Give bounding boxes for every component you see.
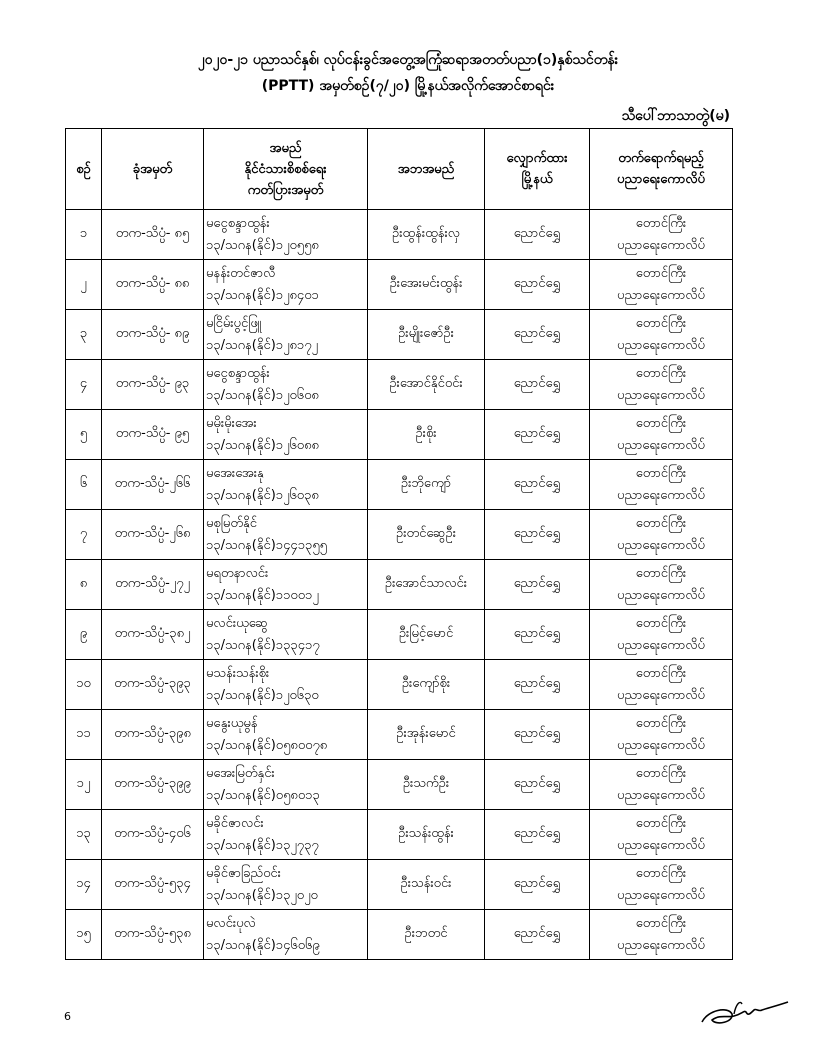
table-row: [66, 760, 733, 810]
cell-township: ညောင်ရွှေ: [485, 260, 590, 310]
cell-roll: တက-သိပ္ပံ- ၈၉: [102, 310, 204, 360]
nrc-number: ၁၃/သဂန(နိုင်)၁၂၀၆၃၀: [206, 687, 319, 703]
cell-no: ၈: [66, 560, 102, 610]
cell-no: ၆: [66, 460, 102, 510]
table-body: [66, 210, 733, 960]
nrc-number: ၁၃/သဂန(နိုင်)၁၂၈၄၀၁: [206, 287, 319, 303]
header-township: [485, 129, 590, 210]
cell-dept: [590, 910, 733, 960]
cell-name: [204, 510, 368, 560]
cell-dept: [590, 410, 733, 460]
header-township-line2: မြို့နယ်: [521, 172, 553, 187]
cell-dept: [590, 360, 733, 410]
cell-roll: တက-သိပ္ပံ-၅၃၄: [102, 860, 204, 910]
cell-no: ၃: [66, 310, 102, 360]
cell-name: [204, 210, 368, 260]
dept-line2: ပညာရေးကောလိပ်: [617, 337, 705, 353]
cell-dept: [590, 860, 733, 910]
cell-father: ဦးဘတင်: [368, 910, 485, 960]
nrc-number: ၁၃/သဂန(နိုင်)၀၅၈၀၁၃: [206, 787, 320, 803]
dept-line2: ပညာရေးကောလိပ်: [617, 587, 705, 603]
student-name: မလင်းယုဆွေ: [206, 615, 268, 631]
table-row: [66, 710, 733, 760]
cell-name: [204, 860, 368, 910]
nrc-number: ၁၃/သဂန(နိုင်)၁၄၆၀၆၉: [206, 937, 320, 953]
nrc-number: ၁၃/သဂန(နိုင်)၁၂၈၁၇၂: [206, 337, 318, 353]
student-name: မငွေစန္ဒာထွန်း: [206, 365, 270, 381]
cell-roll: တက-သိပ္ပံ-၄၀၆: [102, 810, 204, 860]
table-row: [66, 460, 733, 510]
cell-name: [204, 560, 368, 610]
dept-line2: ပညာရေးကောလိပ်: [617, 287, 705, 303]
nrc-number: ၁၃/သဂန(နိုင်)၁၃၂၇၃၇: [206, 837, 319, 853]
table-row: [66, 260, 733, 310]
cell-township: ညောင်ရွှေ: [485, 810, 590, 860]
student-name: မခိုင်ဇာလင်း: [206, 815, 264, 831]
cell-roll: တက-သိပ္ပံ-၃၉၉: [102, 760, 204, 810]
cell-no: ၁: [66, 210, 102, 260]
cell-dept: [590, 510, 733, 560]
table-header-row: [66, 129, 733, 210]
header-dept: [590, 129, 733, 210]
cell-name: [204, 660, 368, 710]
cell-name: [204, 810, 368, 860]
cell-roll: တက-သိပ္ပံ-၂၆၈: [102, 510, 204, 560]
nrc-number: ၁၃/သဂန(နိုင်)၁၂၀၅၅၈: [206, 237, 319, 253]
cell-township: ညောင်ရွှေ: [485, 460, 590, 510]
cell-township: ညောင်ရွှေ: [485, 660, 590, 710]
dept-line2: ပညာရေးကောလိပ်: [617, 237, 705, 253]
cell-township: ညောင်ရွှေ: [485, 510, 590, 560]
student-name: မအေးအေးနု: [206, 465, 264, 481]
cell-township: ညောင်ရွှေ: [485, 560, 590, 610]
table-row: [66, 360, 733, 410]
student-name: မမိုးမိုးအေး: [206, 415, 257, 431]
cell-roll: တက-သိပ္ပံ- ၉၅: [102, 410, 204, 460]
nrc-number: ၁၃/သဂန(နိုင်)၁၃၃၄၁၇: [206, 637, 320, 653]
cell-township: ညောင်ရွှေ: [485, 760, 590, 810]
cell-roll: တက-သိပ္ပံ-၃၉၃: [102, 660, 204, 710]
cell-father: ဦးအုန်းမောင်: [368, 710, 485, 760]
cell-dept: [590, 310, 733, 360]
cell-father: ဦးအောင်သာလင်း: [368, 560, 485, 610]
nrc-number: ၁၃/သဂန(နိုင်)၁၃၂၀၂၀: [206, 887, 318, 903]
student-name: မငြိမ်းပွင့်ဖြူ: [206, 315, 262, 331]
dept-line2: ပညာရေးကောလိပ်: [617, 837, 705, 853]
cell-father: ဦးသန်းထွန်း: [368, 810, 485, 860]
header-name-line2: နိုင်ငံသားစိစစ်ရေး: [244, 161, 327, 177]
cell-no: ၁၅: [66, 910, 102, 960]
signature-mark: [698, 996, 790, 1032]
header-name-line1: အမည်: [269, 140, 302, 156]
cell-father: ဦးအောင်နိုင်ဝင်း: [368, 360, 485, 410]
cell-name: [204, 410, 368, 460]
cell-no: ၁၂: [66, 760, 102, 810]
nrc-number: ၁၃/သဂန(နိုင်)၁၁၀၀၁၂: [206, 587, 319, 603]
cell-roll: တက-သိပ္ပံ-၂၇၂: [102, 560, 204, 610]
student-name: မလင်းပုလဲ: [206, 915, 256, 931]
cell-township: ညောင်ရွှေ: [485, 210, 590, 260]
student-name: မငွေစန္ဒာထွန်း: [206, 215, 270, 231]
dept-line1: တောင်ကြီး: [635, 465, 687, 481]
dept-line2: ပညာရေးကောလိပ်: [617, 537, 705, 553]
dept-line1: တောင်ကြီး: [635, 415, 687, 431]
student-name: မသန်းသန်းစိုး: [206, 665, 270, 681]
header-no: စဉ်: [66, 129, 102, 210]
cell-no: ၉: [66, 610, 102, 660]
cell-roll: တက-သိပ္ပံ-၂၆၆: [102, 460, 204, 510]
header-township-line1: လျှောက်ထား: [506, 151, 568, 166]
cell-father: ဦးသက်ဦး: [368, 760, 485, 810]
dept-line2: ပညာရေးကောလိပ်: [617, 387, 705, 403]
table-row: [66, 860, 733, 910]
cell-no: ၁၀: [66, 660, 102, 710]
dept-line2: ပညာရေးကောလိပ်: [617, 687, 705, 703]
cell-father: ဦးကျော်စိုး: [368, 660, 485, 710]
cell-name: [204, 360, 368, 410]
cell-name: [204, 310, 368, 360]
cell-father: ဦးမြင့်မောင်: [368, 610, 485, 660]
cell-dept: [590, 460, 733, 510]
cell-no: ၁၁: [66, 710, 102, 760]
cell-roll: တက-သိပ္ပံ-၅၃၈: [102, 910, 204, 960]
table-row: [66, 810, 733, 860]
dept-line2: ပညာရေးကောလိပ်: [617, 637, 705, 653]
dept-line1: တောင်ကြီး: [635, 565, 687, 581]
cell-no: ၁၃: [66, 810, 102, 860]
cell-father: ဦးသန်းဝင်း: [368, 860, 485, 910]
cell-father: ဦးအေးမင်းထွန်း: [368, 260, 485, 310]
cell-dept: [590, 260, 733, 310]
cell-dept: [590, 810, 733, 860]
student-name: မနွေးယုမွန်: [206, 715, 258, 731]
document-subtitle: သီပေါ်ဘာသာတွဲ(မ): [621, 108, 730, 124]
student-name: မခိုင်ဇာခြည်ဝင်း: [206, 865, 281, 881]
cell-no: ၁၄: [66, 860, 102, 910]
student-name: မစုမြတ်နိုင်: [206, 515, 257, 531]
cell-dept: [590, 560, 733, 610]
dept-line1: တောင်ကြီး: [635, 815, 687, 831]
cell-dept: [590, 710, 733, 760]
table-row: [66, 910, 733, 960]
cell-dept: [590, 610, 733, 660]
dept-line1: တောင်ကြီး: [635, 265, 687, 281]
cell-no: ၄: [66, 360, 102, 410]
cell-township: ညောင်ရွှေ: [485, 310, 590, 360]
dept-line1: တောင်ကြီး: [635, 765, 687, 781]
dept-line1: တောင်ကြီး: [635, 865, 687, 881]
dept-line1: တောင်ကြီး: [635, 715, 687, 731]
cell-roll: တက-သိပ္ပံ- ၉၃: [102, 360, 204, 410]
cell-name: [204, 610, 368, 660]
table-row: [66, 660, 733, 710]
cell-dept: [590, 660, 733, 710]
cell-roll: တက-သိပ္ပံ-၃၈၂: [102, 610, 204, 660]
nrc-number: ၁၃/သဂန(နိုင်)၁၂၆၀၃၈: [206, 487, 319, 503]
nrc-number: ၁၃/သဂန(နိုင်)၁၄၄၁၃၅၅: [206, 537, 327, 553]
cell-father: ဦးမျိုးဇော်ဦး: [368, 310, 485, 360]
cell-township: ညောင်ရွှေ: [485, 860, 590, 910]
cell-name: [204, 910, 368, 960]
cell-name: [204, 260, 368, 310]
cell-father: ဦးထွန်းထွန်းလှ: [368, 210, 485, 260]
cell-name: [204, 460, 368, 510]
table-row: [66, 410, 733, 460]
cell-father: ဦးတင်ဆွေဦး: [368, 510, 485, 560]
dept-line1: တောင်ကြီး: [635, 615, 687, 631]
header-name-line3: ကတ်ပြားအမှတ်: [247, 182, 324, 198]
cell-township: ညောင်ရွှေ: [485, 910, 590, 960]
dept-line1: တောင်ကြီး: [635, 215, 687, 231]
cell-name: [204, 760, 368, 810]
table-row: [66, 560, 733, 610]
cell-father: ဦးစိုး: [368, 410, 485, 460]
header-roll: ခုံအမှတ်: [102, 129, 204, 210]
cell-dept: [590, 760, 733, 810]
dept-line1: တောင်ကြီး: [635, 315, 687, 331]
header-name: [204, 129, 368, 210]
table-row: [66, 610, 733, 660]
student-name: မနန်းတင်ဇာလီ: [206, 265, 276, 281]
dept-line2: ပညာရေးကောလိပ်: [617, 437, 705, 453]
nrc-number: ၁၃/သဂန(နိုင်)၁၂၆၀၈၈: [206, 437, 319, 453]
document-title-line2: (PPTT) အမှတ်စဉ်(၇/၂၀) မြို့နယ်အလိုက်အောင်စာရင်း: [261, 78, 555, 94]
header-father: အဘအမည်: [368, 129, 485, 210]
cell-no: ၇: [66, 510, 102, 560]
header-dept-line1: တက်ရောက်ရမည့်: [618, 151, 704, 166]
cell-no: ၂: [66, 260, 102, 310]
dept-line1: တောင်ကြီး: [635, 515, 687, 531]
header-dept-line2: ပညာရေးကောလိပ်: [617, 172, 705, 187]
cell-roll: တက-သိပ္ပံ-၃၉၈: [102, 710, 204, 760]
cell-name: [204, 710, 368, 760]
cell-father: ဦးဘိုကျော်: [368, 460, 485, 510]
cell-township: ညောင်ရွှေ: [485, 710, 590, 760]
dept-line1: တောင်ကြီး: [635, 915, 687, 931]
nrc-number: ၁၃/သဂန(နိုင်)၀၅၈၀၀၇၈: [206, 737, 328, 753]
student-name: မအေးမြတ်နှင်း: [206, 765, 275, 781]
page-number: 6: [64, 1010, 71, 1023]
table-row: [66, 310, 733, 360]
dept-line2: ပညာရေးကောလိပ်: [617, 737, 705, 753]
student-name: မရတနာလင်း: [206, 565, 269, 581]
cell-township: ညောင်ရွှေ: [485, 610, 590, 660]
cell-dept: [590, 210, 733, 260]
nrc-number: ၁၃/သဂန(နိုင်)၁၂၀၆၀၈: [206, 387, 319, 403]
dept-line2: ပညာရေးကောလိပ်: [617, 887, 705, 903]
table-row: [66, 510, 733, 560]
cell-roll: တက-သိပ္ပံ- ၈၅: [102, 210, 204, 260]
cell-no: ၅: [66, 410, 102, 460]
dept-line2: ပညာရေးကောလိပ်: [617, 787, 705, 803]
dept-line1: တောင်ကြီး: [635, 365, 687, 381]
dept-line2: ပညာရေးကောလိပ်: [617, 487, 705, 503]
cell-township: ညောင်ရွှေ: [485, 360, 590, 410]
document-title-line1: ၂၀၂၀-၂၁ ပညာသင်နှစ်၊ လုပ်ငန်းခွင်အတွေ့အကြုံဆရာအတတ်ပညာ(၁)နှစ်သင်တန်း: [197, 52, 619, 68]
dept-line1: တောင်ကြီး: [635, 665, 687, 681]
table-row: [66, 210, 733, 260]
results-table: [65, 128, 733, 960]
dept-line2: ပညာရေးကောလိပ်: [617, 937, 705, 953]
cell-roll: တက-သိပ္ပံ- ၈၈: [102, 260, 204, 310]
cell-township: ညောင်ရွှေ: [485, 410, 590, 460]
